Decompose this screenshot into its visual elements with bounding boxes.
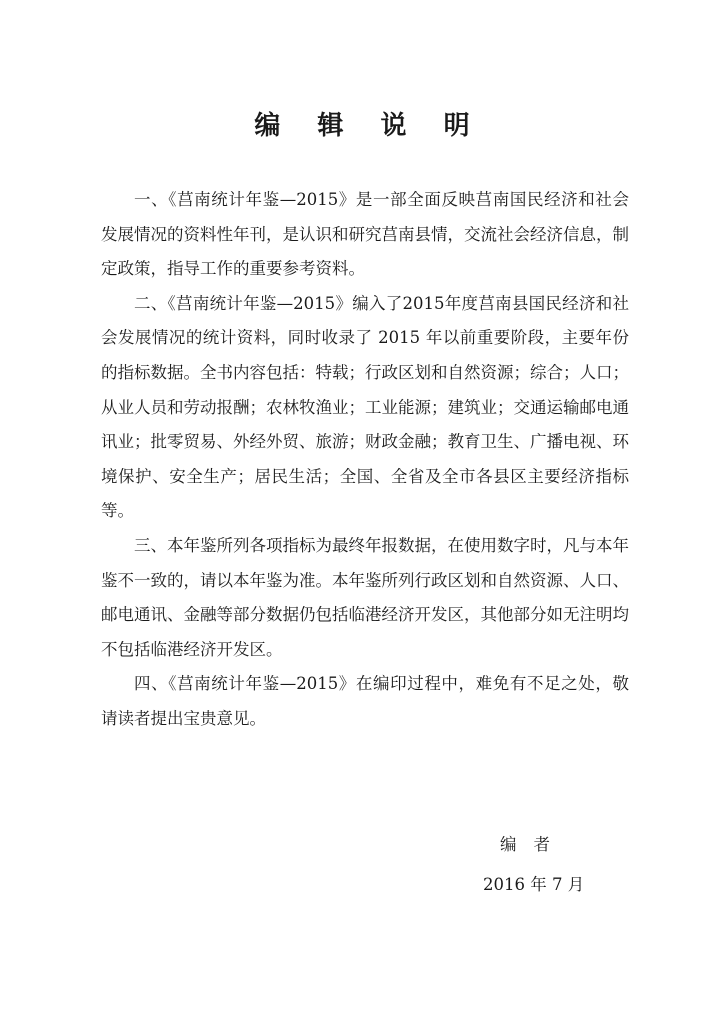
paragraph-2: 二、《莒南统计年鉴—2015》编入了2015年度莒南县国民经济和社会发展情况的统计资料，同时收录了 2015 年以前重要阶段，主要年份的指标数据。全书内容包括：特载；行政区划和自然资源；综合；人口；从业人员和劳动报酬；农林牧渔业；工业能源；建筑业；交通运输邮电通讯业；批零贸易、外经外贸、旅游；财政金融；教育卫生、广播电视、环境保护、安全生产；居民生活；全国、全省及全市各县区主要经济指标等。 [101,293,629,521]
signature-date: 2016 年 7 月 [483,875,585,894]
paragraph-3: 三、本年鉴所列各项指标为最终年报数据，在使用数字时，凡与本年鉴不一致的，请以本年鉴为准。本年鉴所列行政区划和自然资源、人口、邮电通讯、金融等部分数据仍包括临港经济开发区，其他部分如无注明均不包括临港经济开发区。 [101,535,629,659]
page-title: 编 辑 说 明 [254,111,484,141]
document-body [101,183,629,737]
paragraph-4: 四、《莒南统计年鉴—2015》在编印过程中，难免有不足之处，敬请读者提出宝贵意见。 [101,674,629,728]
signature-author: 编者 [500,835,567,854]
paragraph-1: 一、《莒南统计年鉴—2015》是一部全面反映莒南国民经济和社会发展情况的资料性年刊，是认识和研究莒南县情，交流社会经济信息，制定政策，指导工作的重要参考资料。 [101,190,629,279]
